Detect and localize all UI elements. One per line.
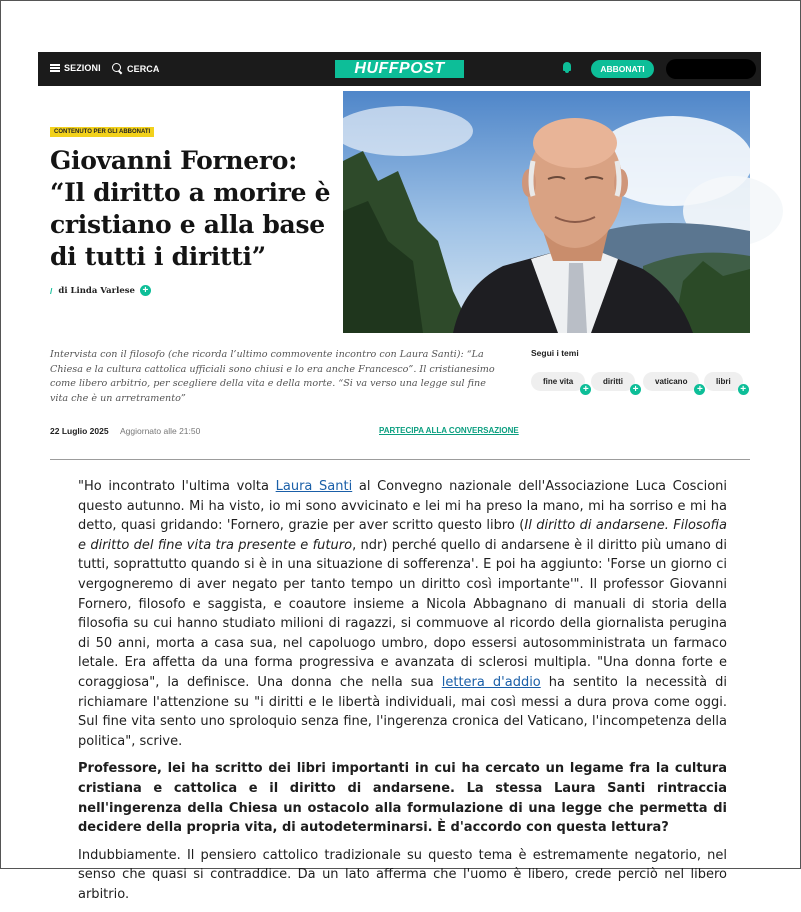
byline	[50, 285, 151, 296]
section-divider	[50, 459, 750, 460]
follow-topics-heading: Segui i temi	[531, 348, 579, 358]
author-name[interactable]: di Linda Varlese	[58, 285, 135, 296]
updated-time: Aggiornato alle 21:50	[120, 426, 201, 436]
article-lede: Intervista con il filosofo (che ricorda l’ultimo commovente incontro con Laura Santi): “La Chiesa e la cultura cattolica ufficiali sono chiusi e lo era anche Francesco”. Il cristianesimo come libero arbitrio, per scegliere della vita e della morte. “Si va verso una legge sul fine vita che è un arretramento”	[50, 349, 495, 404]
join-conversation-link[interactable]: PARTECIPA ALLA CONVERSAZIONE	[379, 426, 519, 435]
interview-answer: Indubbiamente. Il pensiero cattolico tradizionale su questo tema è estremamente negatorio, nel senso che quasi si contraddice. Da un lato afferma che l'uomo è libero, crede perciò nel libero arbitrio.	[78, 847, 727, 902]
sezioni-menu-button[interactable]	[50, 63, 101, 73]
lettera-addio-link[interactable]: lettera d'addio	[441, 674, 541, 690]
follow-topic-plus-icon[interactable]: +	[580, 384, 591, 395]
bell-notification-icon[interactable]	[562, 62, 572, 74]
byline-slash: /	[50, 285, 53, 296]
search-icon	[112, 63, 123, 74]
topic-tag-label: fine vita	[543, 377, 574, 386]
paragraph-text: "Ho incontrato l'ultima volta	[78, 479, 276, 494]
paragraph-text: ha sentito la necessità di richiamare l'attenzione su "i diritti e le libertà individuali, mai così messi a dura prova come oggi. Sul fine vita sento uno sproloquio senza fine, l'ingerenza cronica del Vaticano, l'incompetenza della politica", scrive.	[78, 674, 727, 749]
follow-topic-plus-icon[interactable]: +	[630, 384, 641, 395]
portrait-photo-illustration	[343, 91, 750, 333]
topic-tag-fine-vita[interactable]	[531, 372, 589, 395]
abbonati-subscribe-button[interactable]: ABBONATI	[591, 60, 654, 78]
article-hero-photo	[343, 91, 750, 333]
sezioni-label: SEZIONI	[64, 63, 101, 73]
paragraph-text: al Convegno nazionale dell'Associazione Luca Coscioni questo autunno. Mi ha visto, io mi sono avvicinato e lei mi ha preso la mano, mi ha sorriso e mi ha detto, quasi gridando: 'Fornero, grazie per aver scritto questo libro (	[78, 479, 728, 534]
follow-topic-plus-icon[interactable]: +	[738, 384, 749, 395]
topic-tag-libri[interactable]	[704, 372, 747, 395]
topic-tag-label: diritti	[603, 377, 623, 386]
topic-tag-diritti[interactable]	[591, 372, 639, 395]
follow-author-plus-icon[interactable]: +	[140, 285, 151, 296]
hamburger-menu-icon	[50, 64, 60, 72]
top-navigation-bar	[38, 52, 761, 86]
article-title: Giovanni Fornero: “Il diritto a morire è cristiano e alla base di tutti i diritti”	[50, 146, 331, 271]
article-paragraph	[78, 477, 727, 751]
book-title-italic: Il diritto di andarsene. Filosofia e diritto del fine vita tra presente e futuro	[78, 518, 727, 553]
article-body	[78, 477, 727, 912]
follow-topic-plus-icon[interactable]: +	[694, 384, 705, 395]
cerca-label: CERCA	[127, 63, 160, 74]
cerca-search-button[interactable]	[112, 63, 160, 74]
topic-tag-label: vaticano	[655, 377, 688, 386]
huffpost-logo[interactable]: HUFFPOST	[335, 60, 464, 78]
topic-tag-vaticano[interactable]	[643, 372, 703, 395]
publish-date: 22 Luglio 2025	[50, 426, 109, 436]
laura-santi-link[interactable]: Laura Santi	[275, 479, 353, 494]
account-area-redacted[interactable]	[666, 59, 756, 79]
paragraph-text: , ndr) perché quello di andarsene è il diritto più umano di tutti, soprattutto quando si è in una situazione di sofferenza'. E poi ha aggiunto: 'Forse un giorno ci vergogneremo di aver negato per tanto tempo un diritto così importante'". Il professor Giovanni Fornero, filosofo e saggista, e coautore insieme a Nicola Abbagnano di manuali di storia della filosofia su cui hanno studiato milioni di ragazzi, si commuove al ricordo della giornalista perugina di 50 anni, morta a casa sua, nel capoluogo umbro, dopo essersi autosomministrata un farmaco letale. Era affetta da una forma progressiva e avanzata di sclerosi multipla. "Una donna forte e coraggiosa", la definisce. Una donna che nella sua	[78, 537, 727, 690]
interview-question: Professore, lei ha scritto dei libri importanti in cui ha cercato un legame fra la cultura cristiana e cattolica e il diritto di andarsene. La stessa Laura Santi rintraccia nell'ingerenza della Chiesa un ostacolo alla formulazione di una legge che permetta di decidere della propria vita, di autodeterminarsi. È d'accordo con questa lettura?	[78, 761, 727, 836]
subscriber-content-badge: CONTENUTO PER GLI ABBONATI	[50, 127, 154, 137]
topic-tag-label: libri	[716, 377, 731, 386]
